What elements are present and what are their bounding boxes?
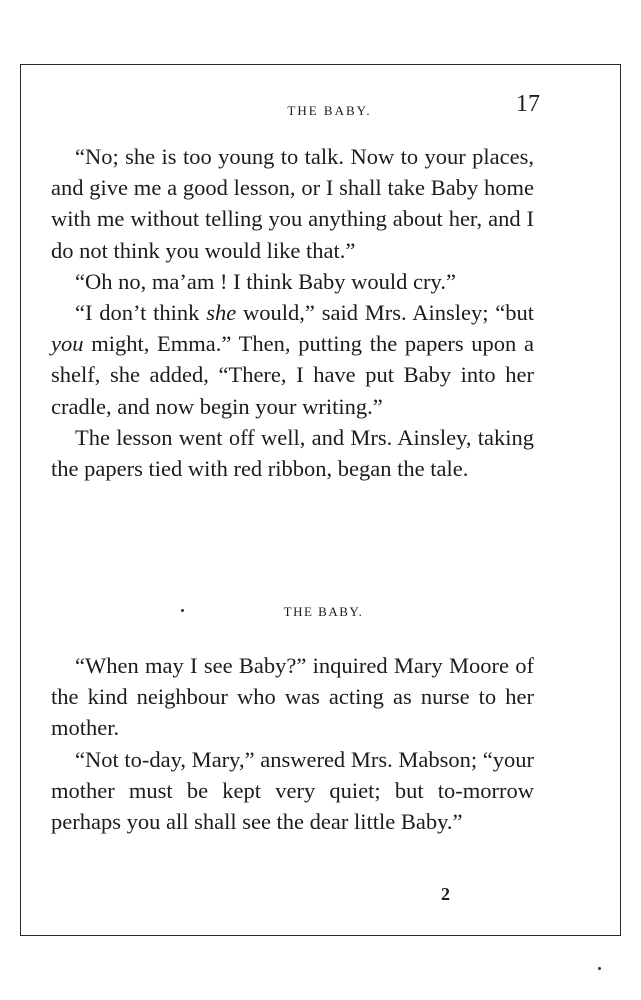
paragraph: [51, 141, 534, 266]
signature-mark: 2: [441, 884, 450, 904]
paragraph-text: would,” said Mrs. Ainsley; “but: [236, 300, 534, 326]
ink-speck: [598, 967, 601, 970]
page-number: 17: [516, 91, 540, 117]
paragraph: [51, 650, 534, 744]
paragraph-text: “I don’t think: [75, 300, 207, 326]
paragraph: [51, 422, 534, 484]
paragraph-text: might, Emma.” Then, putting the papers upon a shelf, she added, “There, I have put Baby into her cradle, and now begin your writing.”: [51, 331, 534, 419]
italic-emphasis: she: [206, 300, 237, 326]
paragraph: [51, 266, 534, 297]
paragraph-text: The lesson went off well, and Mrs. Ainsley, taking the papers tied with red ribbon, began the tale.: [51, 424, 534, 482]
paragraph: [51, 297, 534, 422]
paragraph-text: “No; she is too young to talk. Now to your places, and give me a good lesson, or I shall take Baby home with me without telling you anything about her, and I do not think you would like that.”: [51, 144, 534, 263]
running-head: THE BABY.: [287, 103, 372, 118]
paragraph-text: “Oh no, ma’am ! I think Baby would cry.”: [75, 268, 456, 294]
paragraph-text: “Not to-day, Mary,” answered Mrs. Mabson; “your mother must be kept very quiet; but to-morrow perhaps you all shall see the dear little Baby.”: [51, 746, 534, 835]
italic-emphasis: you: [51, 331, 84, 357]
ink-speck: [181, 609, 184, 612]
text-block-upper: [51, 141, 534, 484]
paragraph: [51, 744, 534, 838]
text-block-lower: [51, 650, 534, 837]
paragraph-text: “When may I see Baby?” inquired Mary Moore of the kind neighbour who was acting as nurse to her mother.: [51, 653, 534, 741]
section-heading: THE BABY.: [283, 604, 364, 619]
